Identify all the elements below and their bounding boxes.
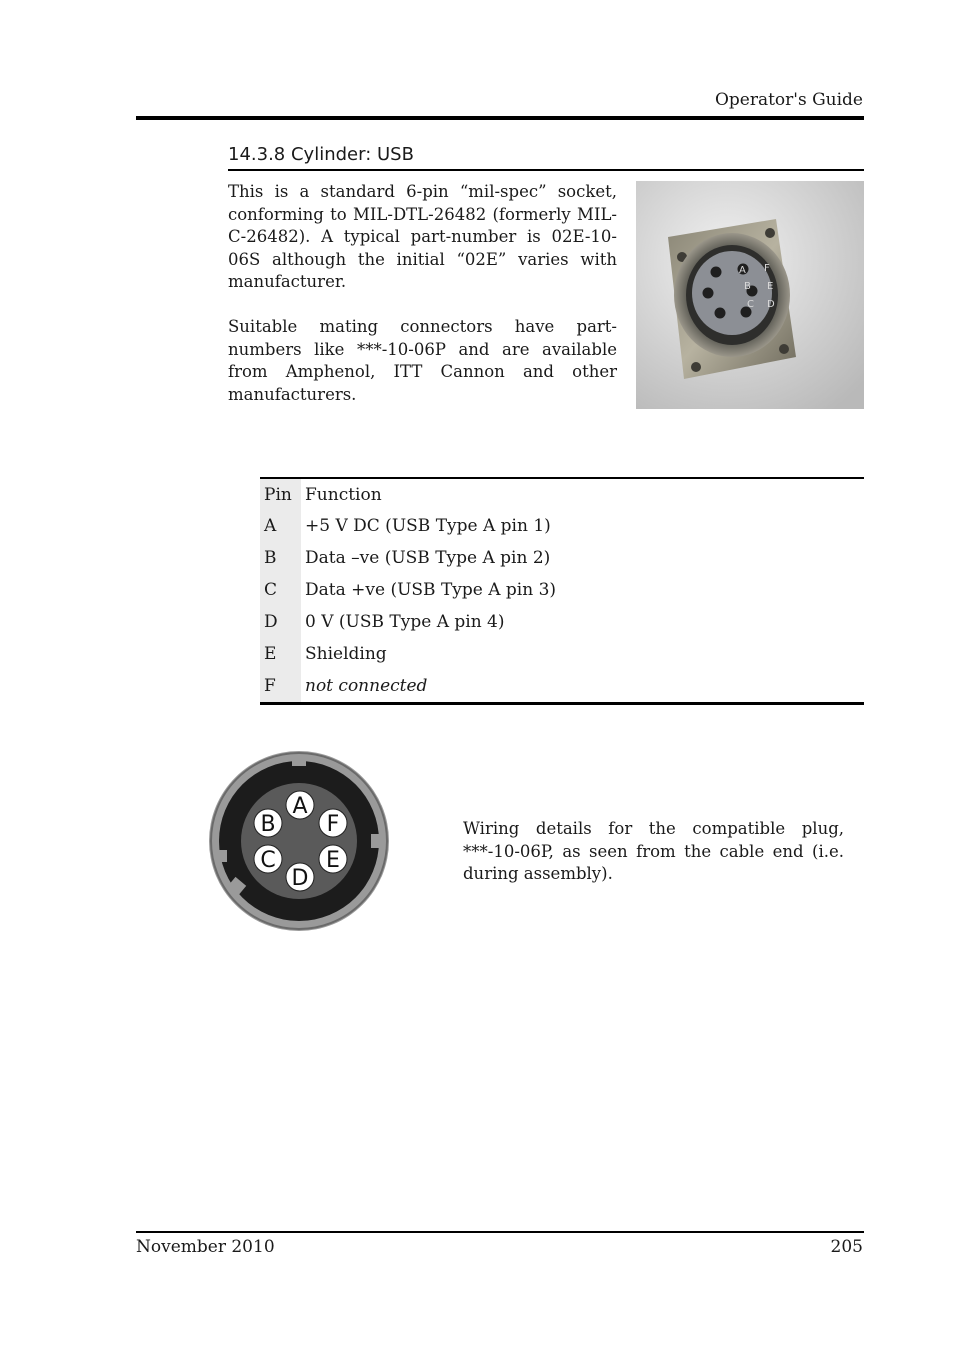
pin-label-b: B [260,812,276,837]
pin-label-c: C [260,848,276,873]
diagram-caption: Wiring details for the compatible plug, ***-10-06P, as seen from the cable end (i.e. during assembly). [463,819,844,884]
function-header: Function [305,484,382,505]
pin-header: Pin [260,478,301,510]
footer-rule [136,1231,864,1233]
page-number: 205 [830,1237,863,1257]
socket-label: D [767,299,775,310]
pin-cell: F [260,670,301,704]
pin-function-table [260,477,864,705]
intro-paragraph: This is a standard 6-pin “mil-spec” socket, conforming to MIL-DTL-26482 (formerly MIL-C-26482). A typical part-number is 02E-10-06S although the initial “02E” varies with manufacturer. [228,182,617,292]
mating-connectors-paragraph: Suitable mating connectors have part-numbers like ***-10-06P and are available from Amphenol, ITT Cannon and other manufacturers. [228,317,617,404]
table-header-row [260,478,864,510]
socket-label: C [747,299,754,310]
table-row [260,606,864,638]
function-cell: Data +ve (USB Type A pin 3) [305,580,557,600]
section-rule [228,169,864,171]
section-title: 14.3.8 Cylinder: USB [228,144,414,165]
function-cell: 0 V (USB Type A pin 4) [305,612,505,632]
pin-label-f: F [326,812,340,837]
socket-label: E [767,281,774,292]
plug-wiring-diagram [208,750,390,932]
footer-date: November 2010 [136,1237,275,1257]
pin-label-d: D [291,866,309,891]
function-cell: not connected [305,676,428,696]
pin-label-e: E [326,848,340,873]
function-cell: Data –ve (USB Type A pin 2) [305,548,551,568]
table-row [260,574,864,606]
running-header: Operator's Guide [714,90,863,110]
pin-cell: B [260,542,301,574]
socket-photo [636,181,864,409]
table-row [260,670,864,704]
pin-cell: C [260,574,301,606]
socket-label: F [764,263,770,274]
table-row [260,510,864,542]
header-rule [136,116,864,120]
function-cell: Shielding [305,644,387,664]
socket-label: A [739,265,746,276]
function-cell: +5 V DC (USB Type A pin 1) [305,516,551,536]
pin-cell: E [260,638,301,670]
table-row [260,638,864,670]
pin-label-a: A [292,794,308,819]
table-row [260,542,864,574]
socket-label: B [744,281,751,292]
pin-cell: D [260,606,301,638]
pin-cell: A [260,510,301,542]
